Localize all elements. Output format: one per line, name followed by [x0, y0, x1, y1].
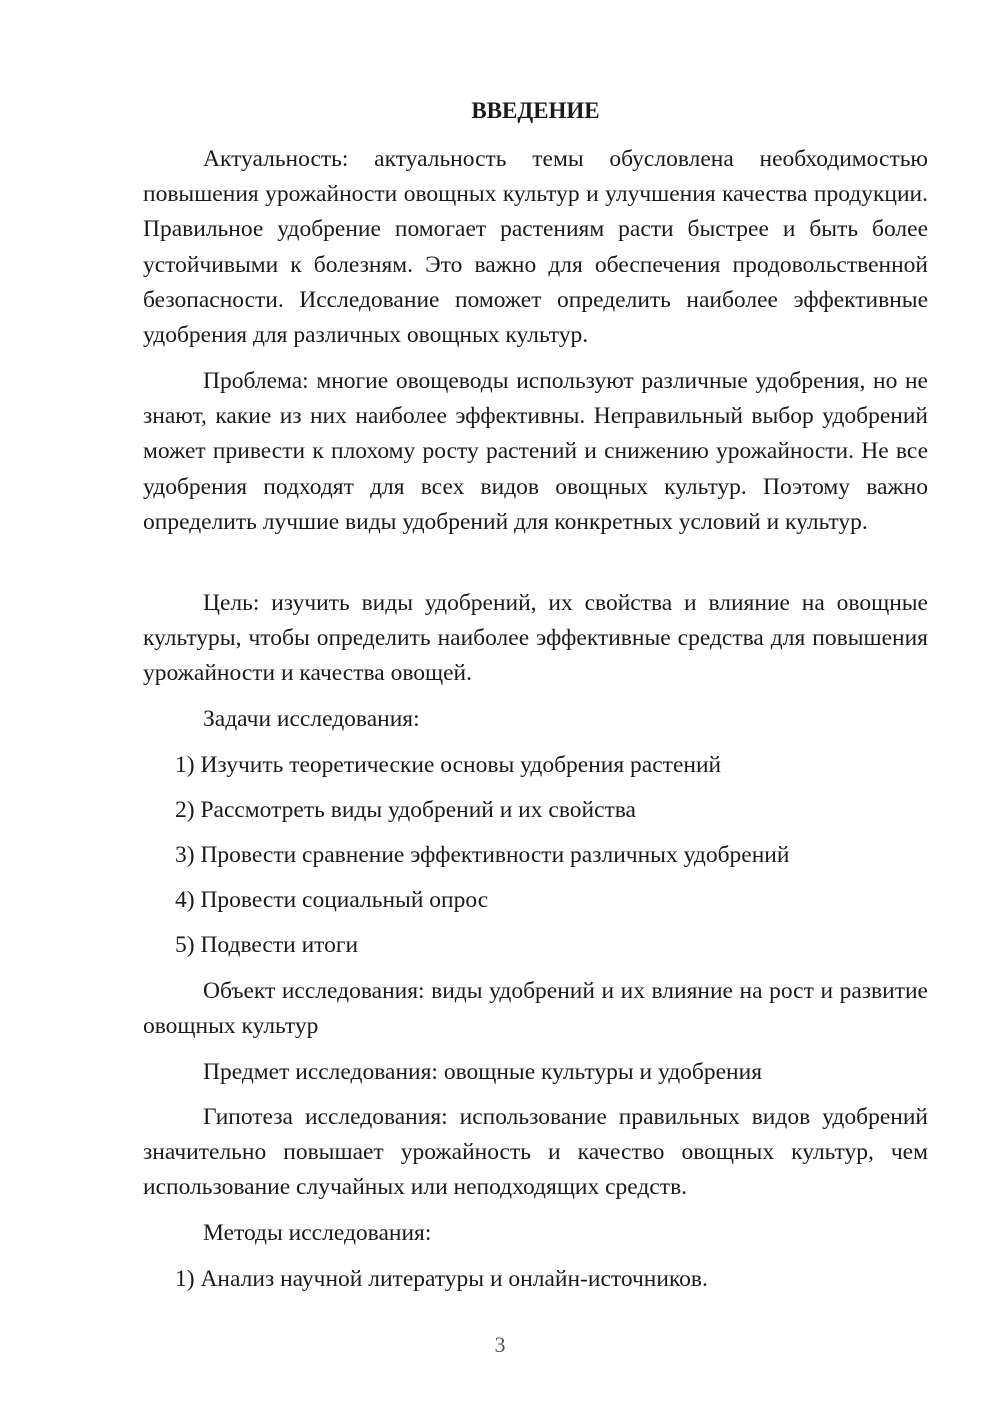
tasks-heading: Задачи исследования: — [203, 706, 420, 732]
problem-paragraph: Проблема: многие овощеводы используют различные удобрения, но не знают, какие из них наиболее эффективны. Неправильный выбор удобрений может привести к плохому росту растений и снижению урожайности. Не все удобрения подходят для всех видов овощных культур. Поэтому важно определить лучшие виды удобрений для конкретных условий и культур. — [143, 368, 928, 535]
subject-paragraph: Предмет исследования: овощные культуры и удобрения — [203, 1059, 763, 1085]
object-paragraph: Объект исследования: виды удобрений и их влияние на рост и развитие овощных культур — [143, 978, 928, 1040]
page-title: ВВЕДЕНИЕ — [471, 98, 600, 123]
hypothesis-paragraph: Гипотеза исследования: использование правильных видов удобрений значительно повышает урожайность и качество овощных культур, чем использование случайных или неподходящих средств. — [143, 1104, 928, 1201]
task-item-5: 5) Подвести итоги — [175, 932, 359, 958]
relevance-paragraph: Актуальность: актуальность темы обусловлена необходимостью повышения урожайности овощных культур и улучшения качества продукции. Правильное удобрение помогает растениям расти быстрее и быть более устойчивыми к болезням. Это важно для обеспечения продовольственной безопасности. Исследование поможет определить наиболее эффективные удобрения для различных овощных культур. — [143, 146, 928, 349]
task-item-2: 2) Рассмотреть виды удобрений и их свойства — [175, 797, 636, 823]
method-item-1: 1) Анализ научной литературы и онлайн-источников. — [175, 1266, 708, 1292]
page-number: 3 — [494, 1332, 506, 1357]
task-item-3: 3) Провести сравнение эффективности различных удобрений — [175, 842, 790, 868]
task-item-4: 4) Провести социальный опрос — [175, 887, 489, 913]
methods-heading: Методы исследования: — [203, 1220, 432, 1246]
task-item-1: 1) Изучить теоретические основы удобрения растений — [175, 752, 722, 778]
goal-paragraph: Цель: изучить виды удобрений, их свойства и влияние на овощные культуры, чтобы определить наиболее эффективные средства для повышения урожайности и качества овощей. — [143, 590, 928, 687]
